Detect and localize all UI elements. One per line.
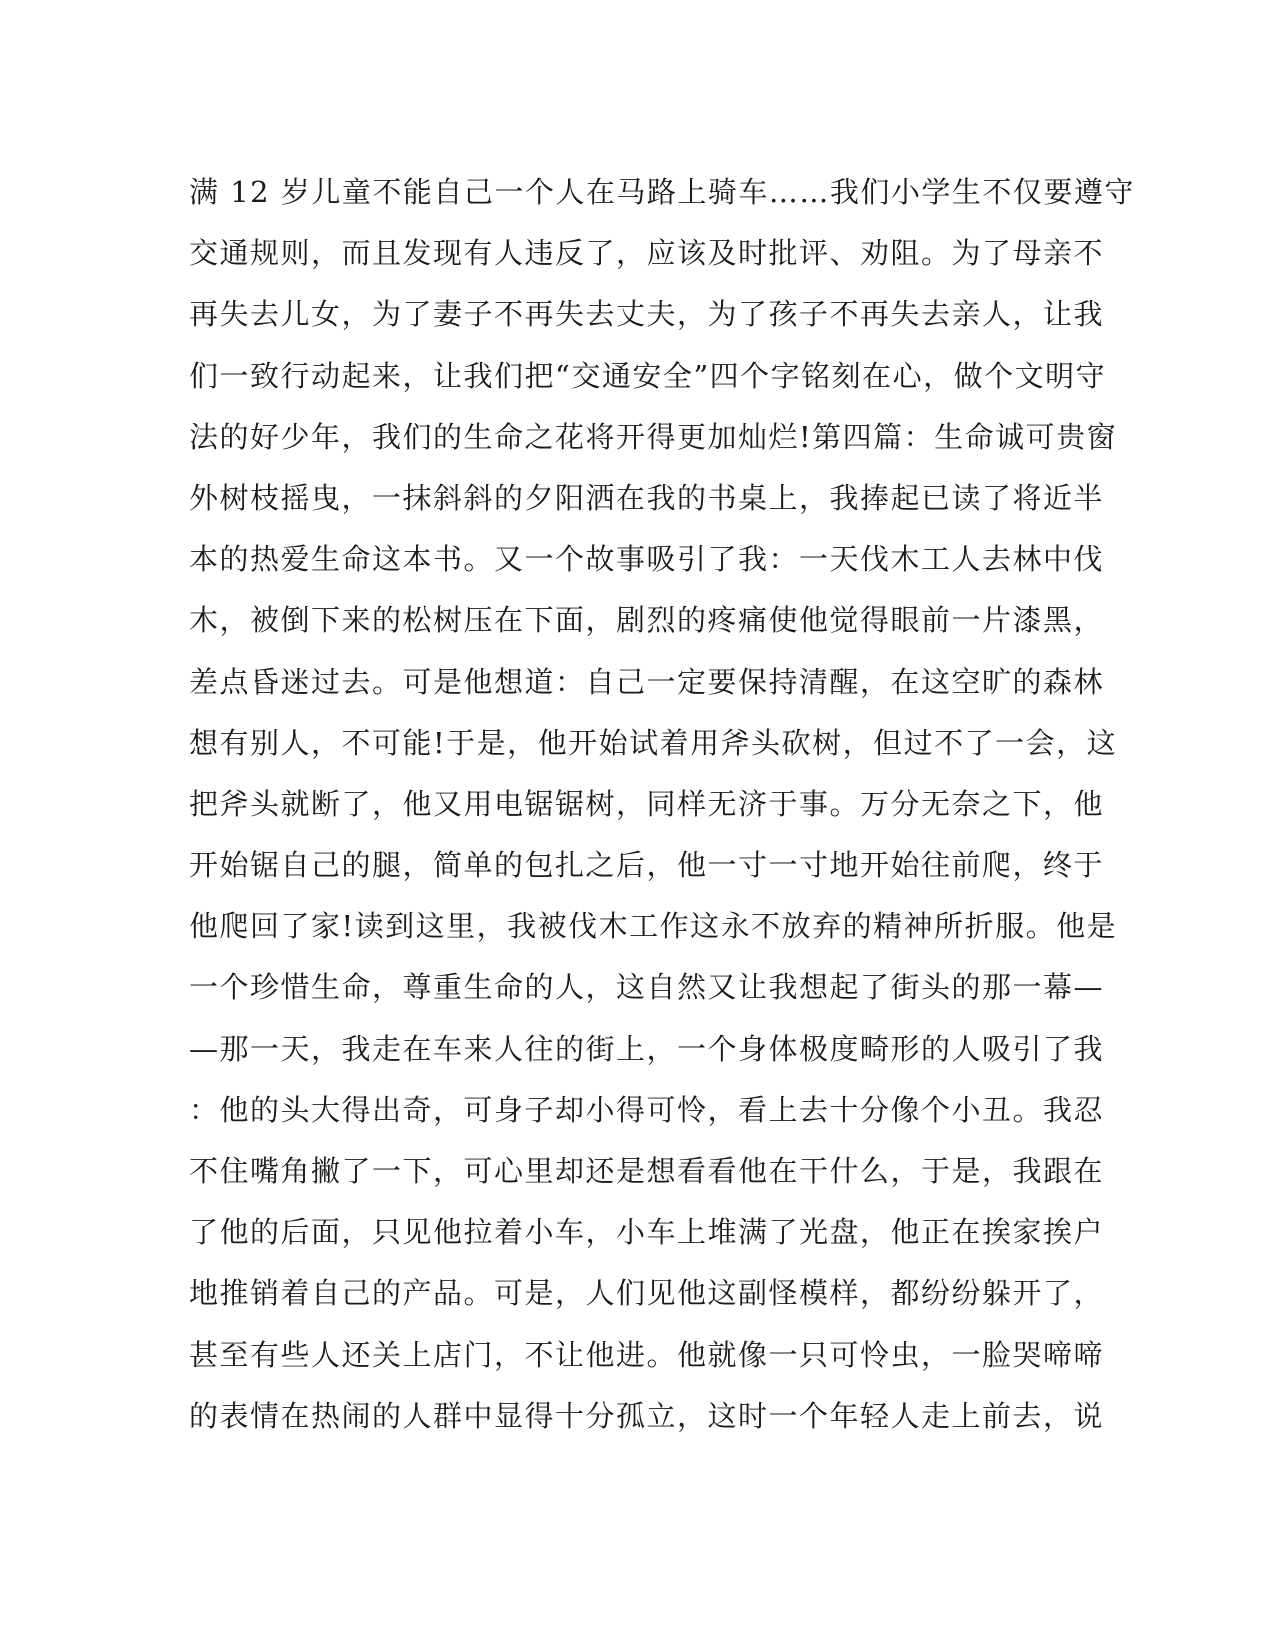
text-line: 本的热爱生命这本书。又一个故事吸引了我：一天伐木工人去林中伐 (189, 542, 1105, 577)
text-line: 不住嘴角撇了一下，可心里却还是想看看他在干什么，于是，我跟在 (189, 1154, 1105, 1188)
text-line: —那一天，我走在车来人往的街上，一个身体极度畸形的人吸引了我 (189, 1031, 1105, 1066)
text-line: ：他的头大得出奇，可身子却小得可怜，看上去十分像个小丑。我忍 (189, 1092, 1105, 1127)
body-text (189, 162, 1135, 1447)
text-line: 一个珍惜生命，尊重生命的人，这自然又让我想起了街头的那一幕— (189, 970, 1105, 1005)
text-line: 把斧头就断了，他又用电锯锯树，同样无济于事。万分无奈之下，他 (189, 786, 1105, 821)
text-line: 交通规则，而且发现有人违反了，应该及时批评、劝阻。为了母亲不 (189, 236, 1105, 271)
text-line: 了他的后面，只见他拉着小车，小车上堆满了光盘，他正在挨家挨户 (189, 1215, 1105, 1250)
text-line: 想有别人，不可能!于是，他开始试着用斧头砍树，但过不了一会，这 (189, 725, 1118, 760)
text-line: 地推销着自己的产品。可是，人们见他这副怪模样，都纷纷躲开了， (189, 1276, 1105, 1311)
text-line: 甚至有些人还关上店门，不让他进。他就像一只可怜虫，一脸哭啼啼 (189, 1337, 1105, 1372)
text-line: 满 12 岁儿童不能自己一个人在马路上骑车……我们小学生不仅要遵守 (189, 175, 1135, 209)
text-line: 们一致行动起来，让我们把“交通安全”四个字铭刻在心，做个文明守 (189, 358, 1107, 393)
text-line: 的表情在热闹的人群中显得十分孤立，这时一个年轻人走上前去，说 (189, 1398, 1105, 1433)
text-line: 开始锯自己的腿，简单的包扎之后，他一寸一寸地开始往前爬，终于 (189, 848, 1105, 883)
text-line: 法的好少年，我们的生命之花将开得更加灿烂!第四篇：生命诚可贵窗 (189, 419, 1118, 454)
text-line: 外树枝摇曳，一抹斜斜的夕阳洒在我的书桌上，我捧起已读了将近半 (189, 480, 1105, 515)
text-line: 再失去儿女，为了妻子不再失去丈夫，为了孩子不再失去亲人，让我 (189, 297, 1105, 332)
text-line: 差点昏迷过去。可是他想道：自己一定要保持清醒，在这空旷的森林 (189, 664, 1105, 699)
text-line: 他爬回了家!读到这里，我被伐木工作这永不放弃的精神所折服。他是 (189, 909, 1118, 944)
text-line: 木，被倒下来的松树压在下面，剧烈的疼痛使他觉得眼前一片漆黑， (189, 603, 1105, 638)
